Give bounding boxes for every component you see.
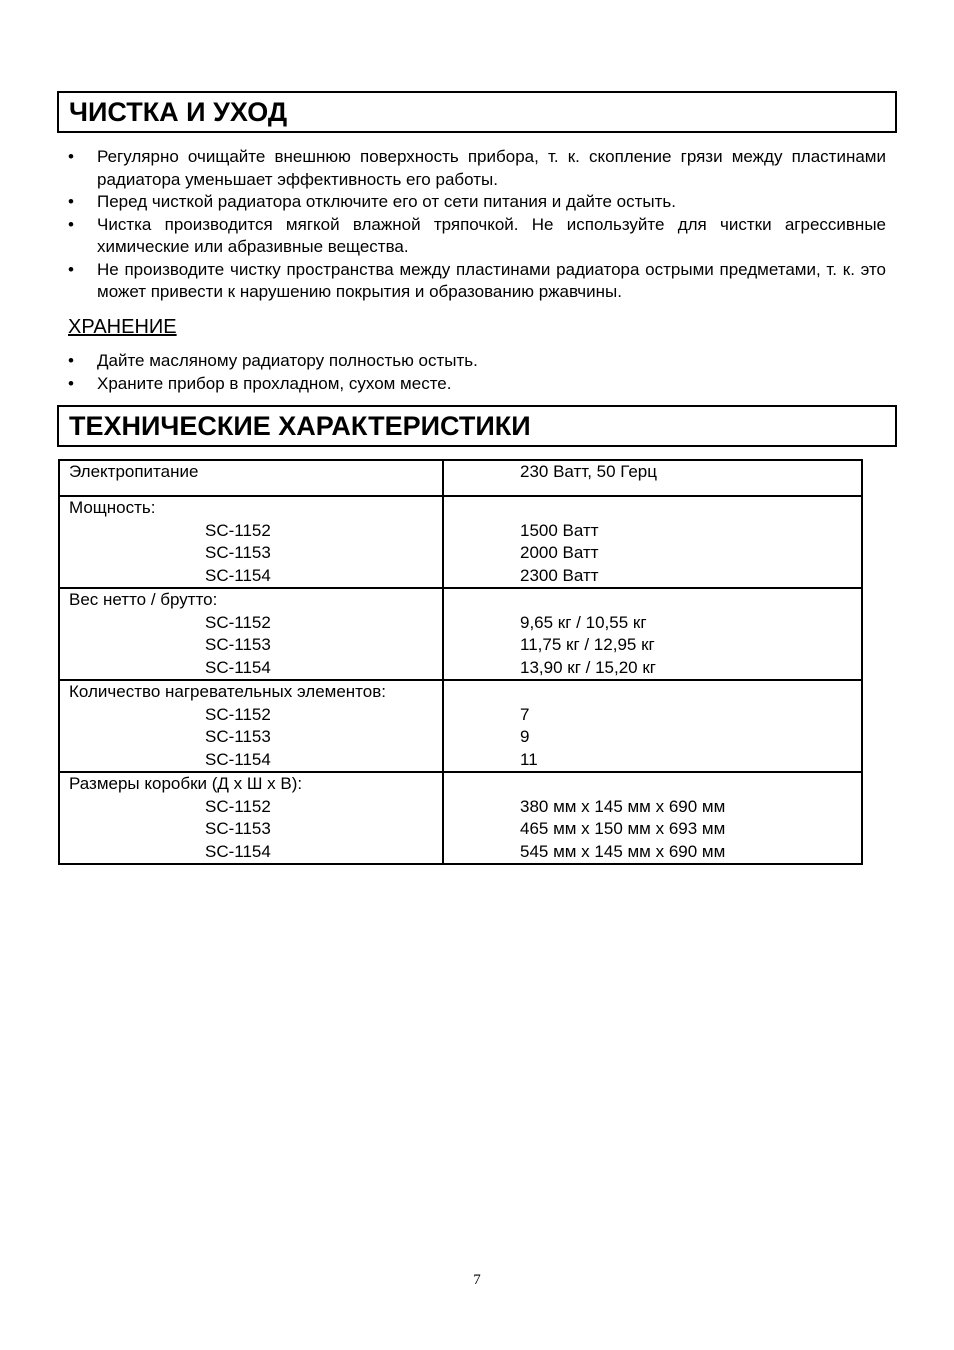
spec-label: Мощность: [69, 498, 156, 517]
list-item: • Чистка производится мягкой влажной тряпочкой. Не используйте для чистки агрессивные химические или абразивные вещества. [68, 214, 886, 256]
model-name: SC-1152 [205, 612, 271, 632]
table-row [59, 588, 862, 680]
spec-value: 7 [520, 704, 530, 724]
specs-table [58, 459, 863, 865]
list-item: • Перед чисткой радиатора отключите его от сети питания и дайте остыть. [68, 191, 886, 214]
spec-value: 2300 Ватт [520, 565, 599, 585]
spec-value: 9,65 кг / 10,55 кг [520, 612, 647, 632]
model-name: SC-1152 [205, 704, 271, 724]
spec-value: 380 мм x 145 мм x 690 мм [520, 796, 726, 816]
table-row [59, 772, 862, 864]
bullet-icon: • [68, 147, 74, 166]
model-name: SC-1154 [205, 657, 271, 677]
spec-label: Электропитание [69, 462, 199, 481]
storage-list [68, 350, 886, 395]
list-item: • Регулярно очищайте внешнюю поверхность прибора, т. к. скопление грязи между пластинами радиатора уменьшает эффективность его работы. [68, 147, 886, 189]
model-name: SC-1154 [205, 749, 271, 769]
bullet-icon: • [68, 351, 74, 370]
model-name: SC-1153 [205, 543, 271, 562]
list-item: • Храните прибор в прохладном, сухом месте. [68, 373, 886, 396]
spec-label: Количество нагревательных элементов: [69, 682, 386, 701]
spec-label: Вес нетто / брутто: [69, 590, 218, 609]
model-name: SC-1152 [205, 796, 271, 816]
table-row [59, 460, 862, 496]
spec-value: 465 мм x 150 мм x 693 мм [520, 819, 726, 838]
page-number: 7 [473, 1272, 481, 1288]
spec-value: 230 Ватт, 50 Герц [520, 462, 657, 481]
spec-value: 11 [520, 749, 538, 769]
spec-value: 2000 Ватт [520, 543, 599, 562]
cleaning-title: ЧИСТКА И УХОД [57, 91, 897, 133]
model-name: SC-1154 [205, 841, 271, 861]
spec-value: 11,75 кг / 12,95 кг [520, 635, 655, 654]
spec-label: Размеры коробки (Д х Ш х В): [69, 774, 303, 793]
list-item: • Дайте масляному радиатору полностью остыть. [68, 350, 886, 373]
bullet-icon: • [68, 192, 74, 211]
bullet-icon: • [68, 214, 74, 234]
model-name: SC-1153 [205, 819, 271, 838]
cleaning-list [68, 146, 886, 304]
model-name: SC-1152 [205, 520, 271, 540]
table-row [59, 680, 862, 772]
list-item: • Не производите чистку пространства между пластинами радиатора острыми предметами, т. к. это может привести к нарушению покрытия и образованию ржавчины. [68, 259, 886, 301]
model-name: SC-1153 [205, 727, 271, 746]
bullet-icon: • [68, 373, 74, 393]
spec-value: 1500 Ватт [520, 520, 599, 540]
bullet-icon: • [68, 259, 74, 279]
model-name: SC-1153 [205, 635, 271, 654]
spec-value: 13,90 кг / 15,20 кг [520, 657, 656, 677]
specs-title: ТЕХНИЧЕСКИЕ ХАРАКТЕРИСТИКИ [57, 405, 897, 447]
spec-value: 545 мм x 145 мм x 690 мм [520, 841, 726, 861]
storage-title: ХРАНЕНИЕ [68, 316, 177, 338]
table-row [59, 496, 862, 588]
model-name: SC-1154 [205, 565, 271, 585]
spec-value: 9 [520, 727, 530, 746]
